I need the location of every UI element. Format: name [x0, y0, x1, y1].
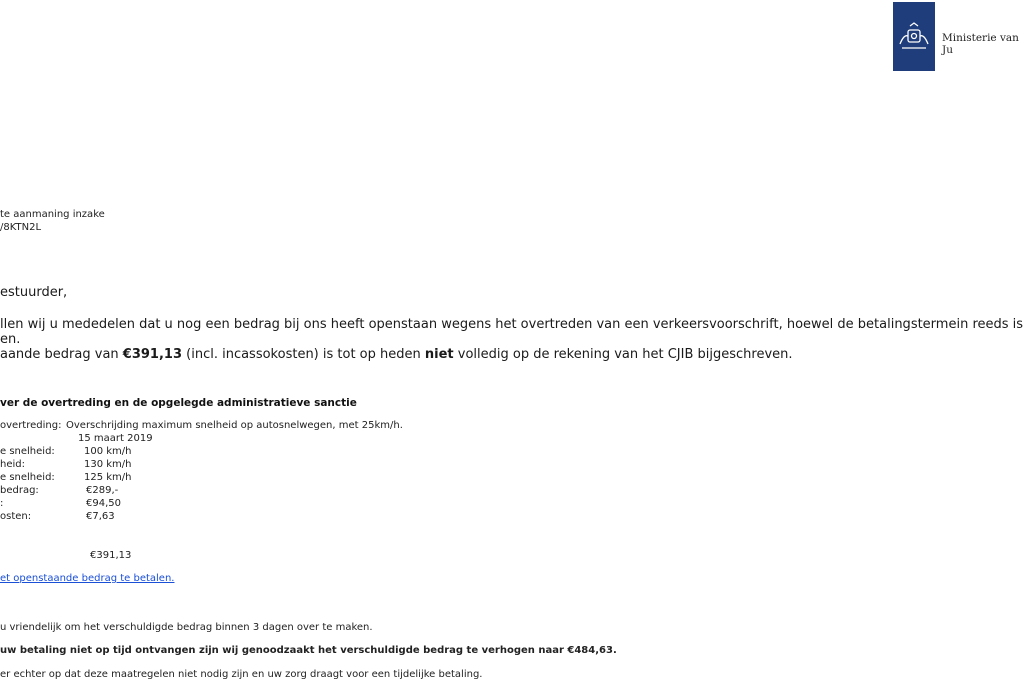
total-amount: €391,13: [90, 550, 132, 561]
detail-label: bedrag:: [0, 485, 39, 496]
detail-label: heid:: [0, 459, 25, 470]
subject-line: te aanmaning inzake: [0, 209, 105, 220]
detail-label: overtreding:: [0, 420, 62, 431]
detail-value: €7,63: [86, 511, 115, 522]
warning-line: uw betaling niet op tijd ontvangen zijn wij genoodzaakt het verschuldigde bedrag te verhogen naar €484,63.: [0, 645, 617, 656]
detail-label: e snelheid:: [0, 472, 55, 483]
detail-value: €289,-: [86, 485, 119, 496]
intro-line-1: llen wij u mededelen dat u nog een bedrag bij ons heeft openstaan wegens het overtreden van een verkeersvoorschrift, hoewel de betalingstermein reeds is: [0, 317, 1024, 332]
detail-value: 100 km/h: [84, 446, 132, 457]
detail-value: 125 km/h: [84, 472, 132, 483]
intro-line-2: en.: [0, 332, 21, 347]
salutation: estuurder,: [0, 285, 68, 300]
intro-text: volledig op de rekening van het CJIB bijgeschreven.: [453, 347, 793, 362]
detail-label: :: [0, 498, 4, 509]
intro-text: aande bedrag van: [0, 347, 123, 362]
ministry-logo: [893, 2, 935, 71]
pay-link[interactable]: et openstaande bedrag te betalen.: [0, 573, 175, 584]
detail-label: e snelheid:: [0, 446, 55, 457]
emphasis-text: niet: [424, 347, 454, 362]
detail-value: €94,50: [86, 498, 121, 509]
coat-of-arms-icon: [897, 22, 931, 52]
intro-text: (incl. incassokosten) is tot op heden: [182, 347, 425, 362]
detail-value: 130 km/h: [84, 459, 132, 470]
closing-line-3: er echter op dat deze maatregelen niet nodig zijn en uw zorg draagt voor een tijdelijke betaling.: [0, 669, 483, 680]
details-heading: ver de overtreding en de opgelegde administratieve sanctie: [0, 397, 357, 409]
ministry-name: Ministerie van Ju: [942, 32, 1019, 56]
detail-value: Overschrijding maximum snelheid op autosnelwegen, met 25km/h.: [66, 420, 403, 431]
detail-label: osten:: [0, 511, 32, 522]
outstanding-amount: €391,13: [122, 347, 183, 362]
detail-value: 15 maart 2019: [78, 433, 153, 444]
closing-line-1: u vriendelijk om het verschuldigde bedrag binnen 3 dagen over te maken.: [0, 622, 373, 633]
intro-line-3: [0, 347, 793, 362]
reference-number: /8KTN2L: [0, 222, 42, 233]
